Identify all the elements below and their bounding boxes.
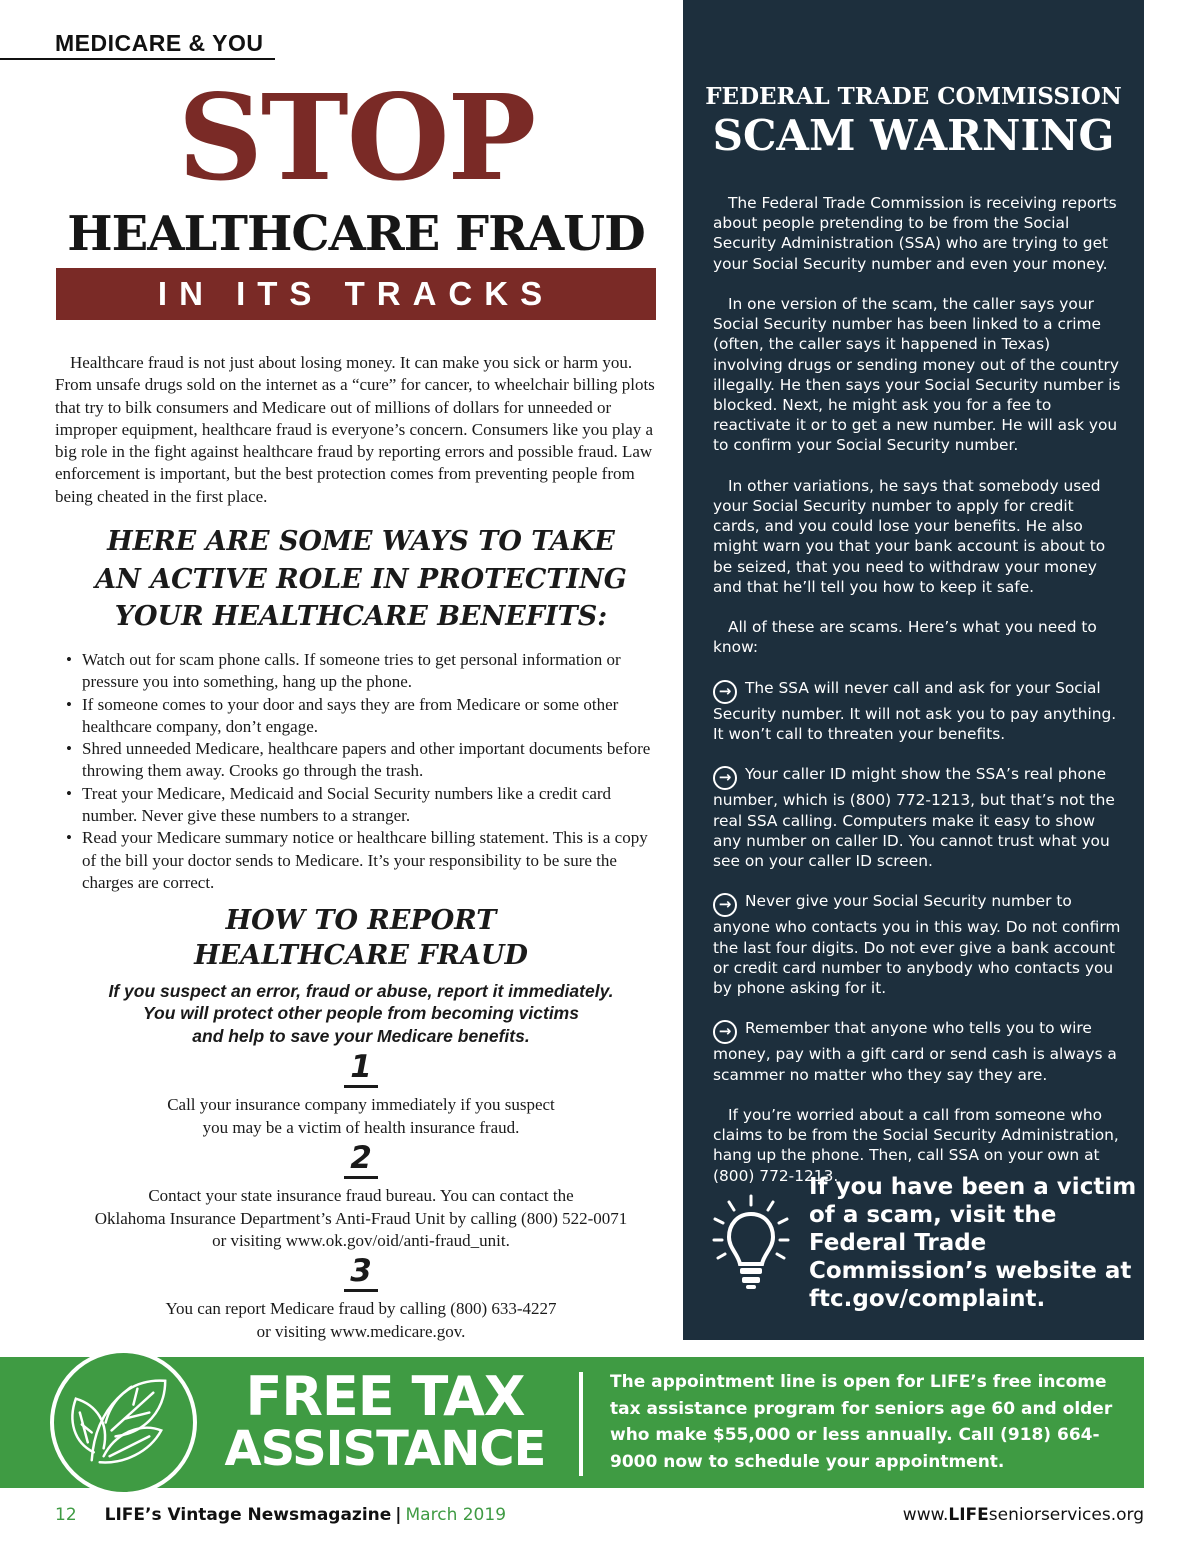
scam-warning-panel [683,0,1144,1340]
report-intro-line: You will protect other people from becoming victims [143,1003,579,1024]
report-heading-line: HEALTHCARE FRAUD [194,940,528,971]
section-rule [0,58,275,60]
scam-warning-title: SCAM WARNING [712,111,1115,160]
ways-heading-line: AN ACTIVE ROLE IN PROTECTING [95,563,627,595]
tips-list [66,649,666,894]
leaf-icon [54,1353,193,1492]
url-prefix: www. [902,1505,949,1525]
panel-point [713,1018,1123,1084]
report-intro-line: and help to save your Medicare benefits. [192,1025,530,1046]
tip-item: • If someone comes to your door and says they are from Medicare or some other healthcare company, don’t engage. [66,694,666,739]
tip-item: • Shred unneeded Medicare, healthcare papers and other important documents before throwing them away. Crooks go through the trash. [66,738,666,783]
arrow-right-icon: → [713,1020,737,1044]
step-line: or visiting www.medicare.gov. [256,1321,466,1341]
headline-healthcare-fraud: HEALTHCARE FRAUD [67,206,645,262]
banner-title-line: ASSISTANCE [224,1421,546,1477]
tip-item: • Read your Medicare summary notice or healthcare billing statement. This is a copy of the bill your doctor sends to Medicare. It’s your responsibility to be sure the charges are correct. [66,827,666,894]
panel-point [713,678,1123,744]
panel-point-text: The SSA will never call and ask for your Social Security number. It will not ask you to pay anything. It won’t call to threaten your benefits. [713,678,1117,744]
report-intro-line: If you suspect an error, fraud or abuse, report it immediately. [108,981,614,1001]
panel-closing: If you’re worried about a call from someone who claims to be from the Social Security Administration, hang up the phone. Then, call SSA on your own at (800) 772-1213. [713,1106,1119,1185]
panel-paragraph: In other variations, he says that somebody used your Social Security number to apply for credit cards, and you could lose your benefits. He also might warn you that your bank account is about to be seized, that you need to withdraw your money and that he’ll tell you how to keep it safe. [713,476,1106,596]
arrow-right-icon: → [713,680,737,704]
step-line: You can report Medicare fraud by calling (800) 633-4227 [165,1299,557,1318]
banner-divider [579,1372,583,1476]
step-line: you may be a victim of health insurance fraud. [202,1117,520,1137]
panel-point-text: Never give your Social Security number to anyone who contacts you in this way. Do not confirm the last four digits. Do not ever give a bank account or credit card number to anybody who contacts you by phone asking for it. [713,892,1121,998]
panel-paragraph: All of these are scams. Here’s what you need to know: [713,618,1097,657]
step-number-2 [56,1141,666,1179]
ways-heading-line: YOUR HEALTHCARE BENEFITS: [114,601,608,632]
panel-point-text: Remember that anyone who tells you to wire money, pay with a gift card or send cash is always a scammer no matter who they say they are. [713,1019,1117,1084]
footer-url [903,1503,1144,1527]
step-text-3 [56,1298,666,1343]
headline-stop: STOP [177,68,535,207]
report-heading [56,903,666,973]
step-line: or visiting www.ok.gov/oid/anti-fraud_unit. [212,1231,510,1250]
page-number: 12 [55,1505,77,1525]
ways-heading [56,523,666,636]
headline-in-its-tracks: IN ITS TRACKS [56,268,656,320]
banner-text: The appointment line is open for LIFE’s free income tax assistance program for seniors age 60 and older who make $55,000 or less annually. Call (918) 664-9000 now to schedule your appointment. [610,1372,1113,1472]
report-heading-line: HOW TO REPORT [225,905,497,936]
panel-point-text: Your caller ID might show the SSA’s real phone number, which is (800) 772-1213, but that’s not the real SSA calling. Computers make it easy to show any number on caller ID. You cannot trust what you see on your caller ID screen. [713,765,1115,871]
ftc-label: FEDERAL TRADE COMMISSION [705,83,1122,110]
report-intro [56,980,666,1047]
step-number-1 [56,1050,666,1088]
panel-point [713,891,1123,998]
step-number-3 [56,1254,666,1292]
footer-left [55,1503,506,1527]
panel-paragraph: In one version of the scam, the caller says your Social Security number has been linked to a crime (often, the caller says it happened in Texas) involving drugs or sending money out of the country illegally. He then says your Social Security number is blocked. Next, he might ask you for a fee to reactivate it or to get a new number. He will ask you to confirm your Social Security number. [713,295,1121,455]
arrow-right-icon: → [713,766,737,790]
ways-heading-line: HERE ARE SOME WAYS TO TAKE [107,526,615,557]
step-text-1 [56,1094,666,1139]
tip-item: • Treat your Medicare, Medicaid and Social Security numbers like a credit card number. Never give these numbers to a stranger. [66,783,666,828]
panel-body [713,193,1123,1206]
section-label: MEDICARE & YOU [55,30,264,56]
magazine-name: LIFE’s Vintage Newsmagazine [104,1505,392,1525]
panel-point [713,764,1123,871]
url-brand: LIFE [948,1505,989,1525]
footer-separator: | [395,1505,402,1525]
tip-item: • Watch out for scam phone calls. If someone tries to get personal information or pressure you into something, hang up the phone. [66,649,666,694]
step-text-2 [56,1185,666,1253]
banner-title [215,1365,555,1477]
step-number: 2 [344,1141,378,1179]
ftc-callout: If you have been a victim of a scam, visit the Federal Trade Commission’s website at ftc.gov/complaint. [809,1174,1137,1312]
step-line: Contact your state insurance fraud bureau. You can contact the [148,1186,574,1205]
url-suffix: seniorservices.org [988,1505,1144,1525]
arrow-right-icon: → [713,893,737,917]
lightbulb-icon [711,1192,791,1292]
step-number: 1 [344,1050,378,1088]
step-line: Call your insurance company immediately if you suspect [167,1095,555,1114]
leaf-logo [50,1349,197,1496]
step-line: Oklahoma Insurance Department’s Anti-Fraud Unit by calling (800) 522-0071 [94,1208,628,1228]
issue-date: March 2019 [405,1505,507,1525]
panel-paragraph: The Federal Trade Commission is receiving reports about people pretending to be from the Social Security Administration (SSA) who are trying to get your Social Security number and even your money. [713,194,1117,273]
step-number: 3 [344,1254,378,1292]
banner-title-line: FREE TAX [245,1365,525,1428]
intro-paragraph: Healthcare fraud is not just about losing money. It can make you sick or harm you. From unsafe drugs sold on the internet as a “cure” for cancer, to wheelchair billing plots that try to bilk consumers and Medicare out of millions of dollars for unneeded or improper equipment, healthcare fraud is everyone’s concern. Consumers like you play a big role in the fight against healthcare fraud by reporting errors and possible fraud. Law enforcement is important, but the best protection comes from preventing people from being cheated in the first place. [55,353,655,506]
